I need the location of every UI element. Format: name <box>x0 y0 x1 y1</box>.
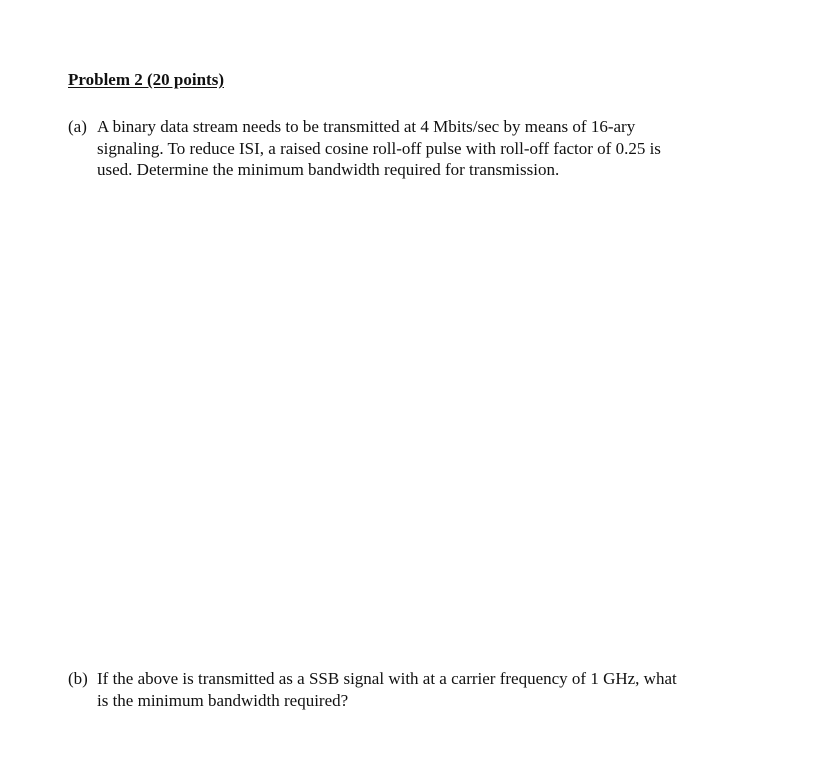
part-a-text-line-2: signaling. To reduce ISI, a raised cosine roll-off pulse with roll-off factor of 0.25 is <box>97 138 661 158</box>
part-a-question <box>68 116 768 181</box>
part-b-text-line-1: If the above is transmitted as a SSB signal with at a carrier frequency of 1 GHz, what <box>97 669 677 688</box>
part-b-text-line-2: is the minimum bandwidth required? <box>97 690 349 710</box>
part-b-label: (b) <box>68 669 88 688</box>
part-b-line-1 <box>68 668 768 690</box>
part-a-text-line-3: used. Determine the minimum bandwidth required for transmission. <box>97 160 560 179</box>
part-b-question <box>68 668 768 711</box>
part-a-label: (a) <box>68 117 87 136</box>
problem-title: Problem 2 (20 points) <box>68 70 224 89</box>
part-a-text-line-1: A binary data stream needs to be transmitted at 4 Mbits/sec by means of 16-ary <box>97 117 636 136</box>
part-a-line-1 <box>68 116 768 138</box>
